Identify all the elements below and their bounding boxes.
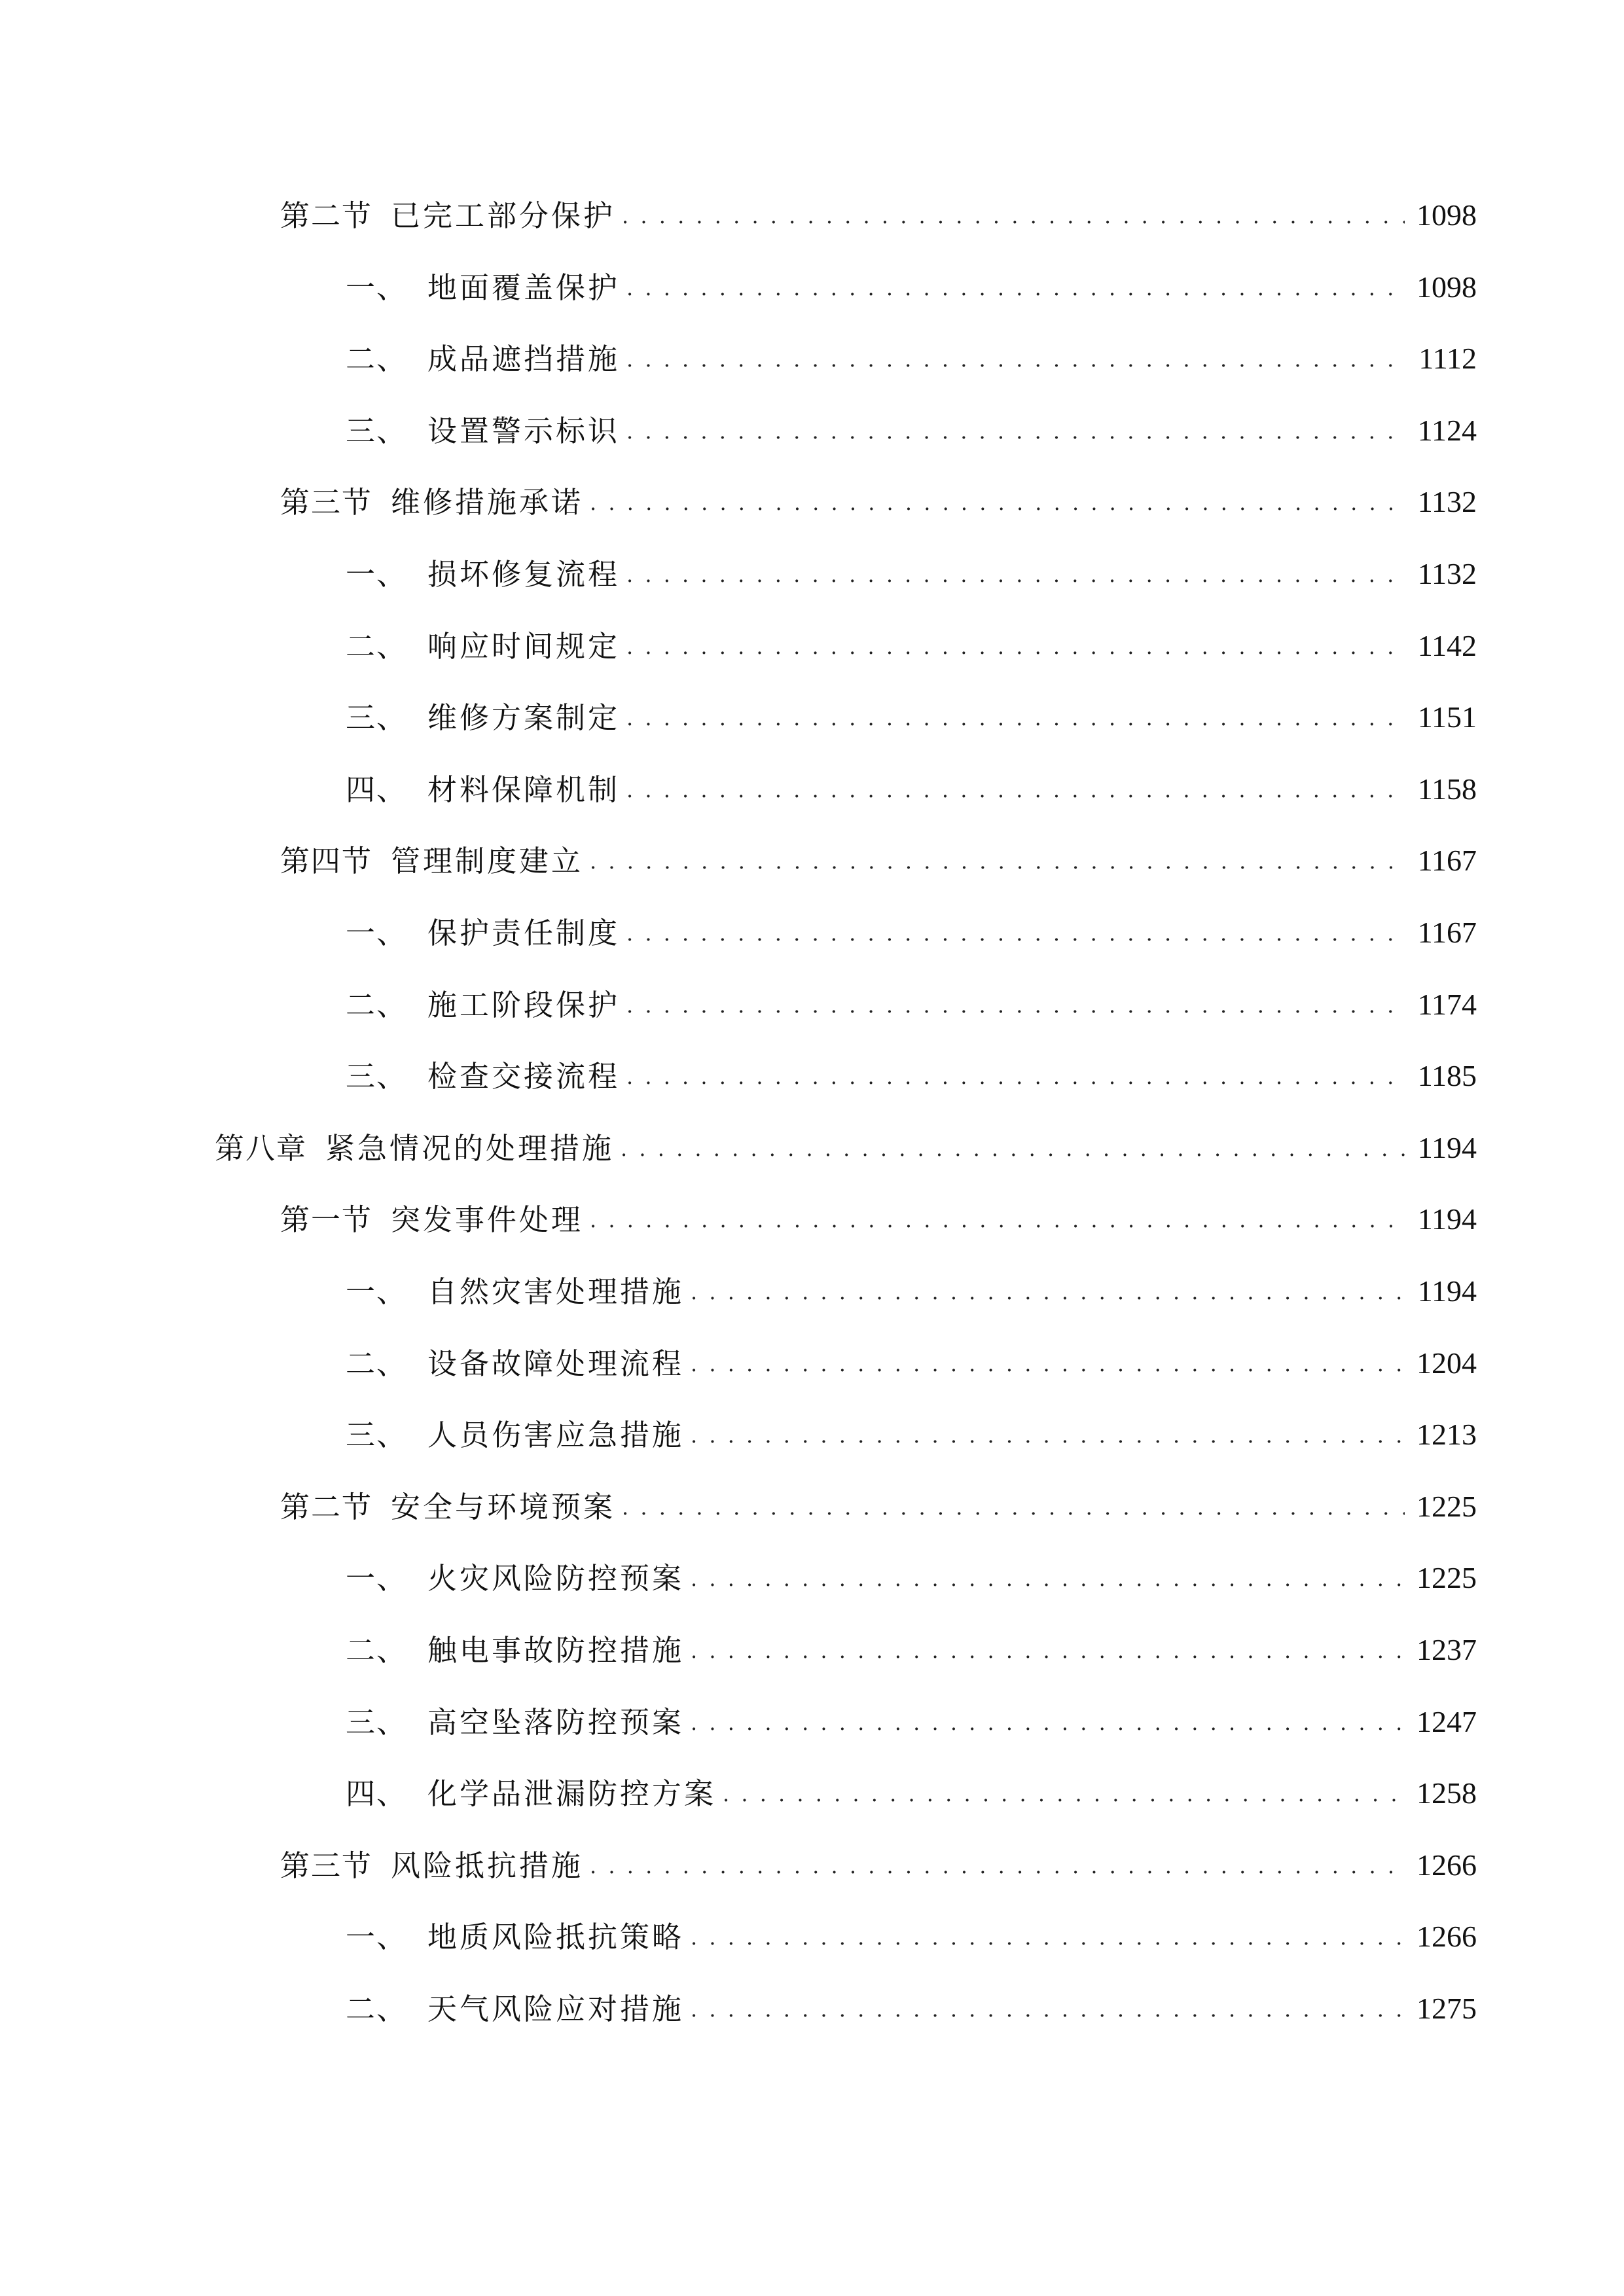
- toc-entry-title: 触电事故防控措施: [427, 1633, 685, 1668]
- toc-entry-title: 紧急情况的处理措施: [325, 1131, 615, 1166]
- toc-entry-title: 风险抵抗措施: [391, 1848, 584, 1883]
- toc-dot-leader: [723, 1778, 1405, 1804]
- toc-entry-page-number: 1174: [1417, 988, 1477, 1021]
- toc-entry-item[interactable]: [346, 1685, 1477, 1740]
- toc-dot-leader: [621, 1133, 1405, 1159]
- toc-entry-prefix: 一、: [346, 1920, 408, 1954]
- toc-dot-leader: [691, 1563, 1405, 1589]
- toc-entry-section[interactable]: [280, 1469, 1477, 1522]
- toc-entry-item[interactable]: [346, 321, 1477, 374]
- toc-entry-title: 维修措施承诺: [391, 485, 584, 520]
- toc-dot-leader: [622, 1492, 1405, 1518]
- toc-dot-leader: [626, 918, 1405, 944]
- toc-entry-title: 高空坠落防控预案: [427, 1705, 685, 1740]
- toc-entry-title: 设置警示标识: [427, 414, 621, 448]
- toc-entry-prefix: 第三节: [280, 485, 373, 520]
- toc-entry-prefix: 三、: [346, 1059, 408, 1094]
- toc-entry-item[interactable]: [346, 1397, 1477, 1450]
- toc-entry-prefix: 三、: [346, 414, 408, 448]
- toc-entry-item[interactable]: [346, 1326, 1477, 1381]
- toc-entry-page-number: 1132: [1417, 557, 1477, 590]
- toc-entry-title: 检查交接流程: [427, 1059, 621, 1094]
- toc-entry-section[interactable]: [280, 465, 1477, 520]
- toc-entry-page-number: 1185: [1417, 1059, 1477, 1092]
- toc-entry-item[interactable]: [346, 1039, 1477, 1094]
- toc-entry-page-number: 1247: [1416, 1705, 1477, 1738]
- toc-entry-item[interactable]: [346, 393, 1477, 446]
- toc-entry-title: 突发事件处理: [391, 1202, 584, 1237]
- toc-entry-prefix: 三、: [346, 1418, 408, 1452]
- toc-dot-leader: [590, 846, 1405, 872]
- toc-entry-prefix: 第二节: [280, 1490, 373, 1524]
- toc-entry-prefix: 四、: [346, 1776, 408, 1811]
- toc-entry-prefix: 一、: [346, 1561, 408, 1596]
- toc-entry-page-number: 1112: [1418, 342, 1477, 375]
- toc-dot-leader: [626, 559, 1405, 585]
- toc-entry-title: 地面覆盖保护: [427, 270, 621, 305]
- toc-entry-item[interactable]: [346, 1254, 1477, 1309]
- toc-entry-page-number: 1132: [1417, 485, 1477, 518]
- toc-dot-leader: [626, 416, 1405, 442]
- toc-entry-title: 成品遮挡措施: [427, 342, 621, 376]
- toc-dot-leader: [691, 1707, 1405, 1733]
- toc-dot-leader: [626, 631, 1405, 657]
- toc-entry-prefix: 二、: [346, 988, 408, 1022]
- toc-entry-prefix: 一、: [346, 1274, 408, 1309]
- toc-entry-section[interactable]: [280, 1182, 1477, 1237]
- toc-entry-prefix: 二、: [346, 1633, 408, 1668]
- toc-entry-title: 地质风险抵抗策略: [427, 1920, 685, 1954]
- toc-entry-prefix: 二、: [346, 342, 408, 376]
- toc-entry-prefix: 三、: [346, 1705, 408, 1740]
- toc-entry-page-number: 1213: [1416, 1418, 1477, 1451]
- toc-entry-title: 安全与环境预案: [391, 1490, 616, 1524]
- toc-entry-page-number: 1151: [1417, 700, 1477, 734]
- toc-entry-page-number: 1158: [1417, 772, 1477, 806]
- toc-entry-page-number: 1167: [1417, 844, 1477, 877]
- toc-entry-title: 施工阶段保护: [427, 988, 621, 1022]
- toc-dot-leader: [590, 1204, 1405, 1230]
- toc-entry-title: 自然灾害处理措施: [427, 1274, 685, 1309]
- toc-entry-title: 化学品泄漏防控方案: [427, 1776, 717, 1811]
- toc-entry-prefix: 第一节: [280, 1202, 373, 1237]
- toc-entry-title: 人员伤害应急措施: [427, 1418, 685, 1452]
- toc-entry-prefix: 第三节: [280, 1848, 373, 1883]
- toc-entry-section[interactable]: [280, 823, 1477, 876]
- toc-entry-page-number: 1167: [1417, 916, 1477, 949]
- toc-entry-prefix: 第四节: [280, 844, 373, 878]
- toc-entry-prefix: 二、: [346, 629, 408, 664]
- toc-entry-item[interactable]: [346, 1541, 1477, 1596]
- toc-entry-page-number: 1266: [1416, 1920, 1477, 1953]
- toc-entry-item[interactable]: [346, 1756, 1477, 1811]
- toc-entry-section[interactable]: [280, 1828, 1477, 1883]
- toc-entry-item[interactable]: [346, 680, 1477, 735]
- toc-entry-prefix: 二、: [346, 1992, 408, 2026]
- toc-dot-leader: [691, 1635, 1405, 1661]
- toc-entry-page-number: 1098: [1416, 270, 1477, 304]
- toc-dot-leader: [626, 1061, 1405, 1087]
- toc-entry-prefix: 二、: [346, 1346, 408, 1381]
- toc-dot-leader: [691, 1922, 1405, 1948]
- toc-entry-prefix: 一、: [346, 916, 408, 950]
- toc-entry-page-number: 1237: [1416, 1633, 1477, 1666]
- toc-entry-page-number: 1194: [1417, 1202, 1477, 1236]
- toc-dot-leader: [691, 1994, 1405, 2020]
- toc-entry-page-number: 1266: [1416, 1848, 1477, 1882]
- toc-dot-leader: [691, 1276, 1405, 1302]
- toc-entry-prefix: 三、: [346, 700, 408, 735]
- toc-entry-page-number: 1142: [1417, 629, 1477, 662]
- toc-entry-title: 材料保障机制: [427, 772, 621, 807]
- toc-entry-page-number: 1194: [1417, 1274, 1477, 1308]
- toc-dot-leader: [626, 702, 1405, 728]
- toc-entry-title: 天气风险应对措施: [427, 1992, 685, 2026]
- toc-entry-page-number: 1258: [1416, 1776, 1477, 1810]
- toc-entry-title: 响应时间规定: [427, 629, 621, 664]
- toc-entry-item[interactable]: [346, 609, 1477, 664]
- toc-entry-item[interactable]: [346, 1613, 1477, 1668]
- toc-entry-prefix: 一、: [346, 557, 408, 592]
- toc-entry-prefix: 第八章: [215, 1131, 308, 1166]
- toc-entry-section[interactable]: [280, 178, 1477, 233]
- toc-dot-leader: [622, 200, 1405, 226]
- toc-dot-leader: [691, 1420, 1405, 1446]
- toc-dot-leader: [626, 990, 1405, 1016]
- toc-entry-item[interactable]: [346, 1899, 1477, 1952]
- toc-entry-item[interactable]: [346, 1971, 1477, 2024]
- toc-entry-title: 维修方案制定: [427, 700, 621, 735]
- toc-dot-leader: [626, 774, 1405, 800]
- toc-entry-prefix: 第二节: [280, 198, 373, 233]
- toc-dot-leader: [590, 1850, 1405, 1876]
- toc-entry-page-number: 1194: [1417, 1131, 1477, 1164]
- toc-entry-page-number: 1275: [1416, 1992, 1477, 2025]
- toc-entry-page-number: 1225: [1416, 1490, 1477, 1523]
- toc-entry-title: 火灾风险防控预案: [427, 1561, 685, 1596]
- toc-entry-prefix: 四、: [346, 772, 408, 807]
- toc-entry-page-number: 1124: [1417, 414, 1477, 447]
- toc-dot-leader: [691, 1348, 1405, 1374]
- toc-entry-page-number: 1204: [1416, 1346, 1477, 1380]
- toc-entry-page-number: 1098: [1416, 198, 1477, 232]
- toc-entry-prefix: 一、: [346, 270, 408, 305]
- toc-entry-item[interactable]: [346, 537, 1477, 592]
- toc-entry-title: 损坏修复流程: [427, 557, 621, 592]
- toc-entry-item[interactable]: [346, 967, 1477, 1020]
- toc-entry-title: 管理制度建立: [391, 844, 584, 878]
- toc-entry-item[interactable]: [346, 752, 1477, 807]
- toc-entry-item[interactable]: [346, 895, 1477, 948]
- toc-dot-leader: [626, 272, 1405, 298]
- toc-entry-page-number: 1225: [1416, 1561, 1477, 1594]
- toc-dot-leader: [626, 344, 1405, 370]
- toc-entry-title: 设备故障处理流程: [427, 1346, 685, 1381]
- toc-entry-title: 保护责任制度: [427, 916, 621, 950]
- toc-entry-item[interactable]: [346, 250, 1477, 305]
- toc-dot-leader: [590, 487, 1405, 513]
- toc-entry-chapter[interactable]: [215, 1111, 1477, 1166]
- toc-entry-title: 已完工部分保护: [391, 198, 616, 233]
